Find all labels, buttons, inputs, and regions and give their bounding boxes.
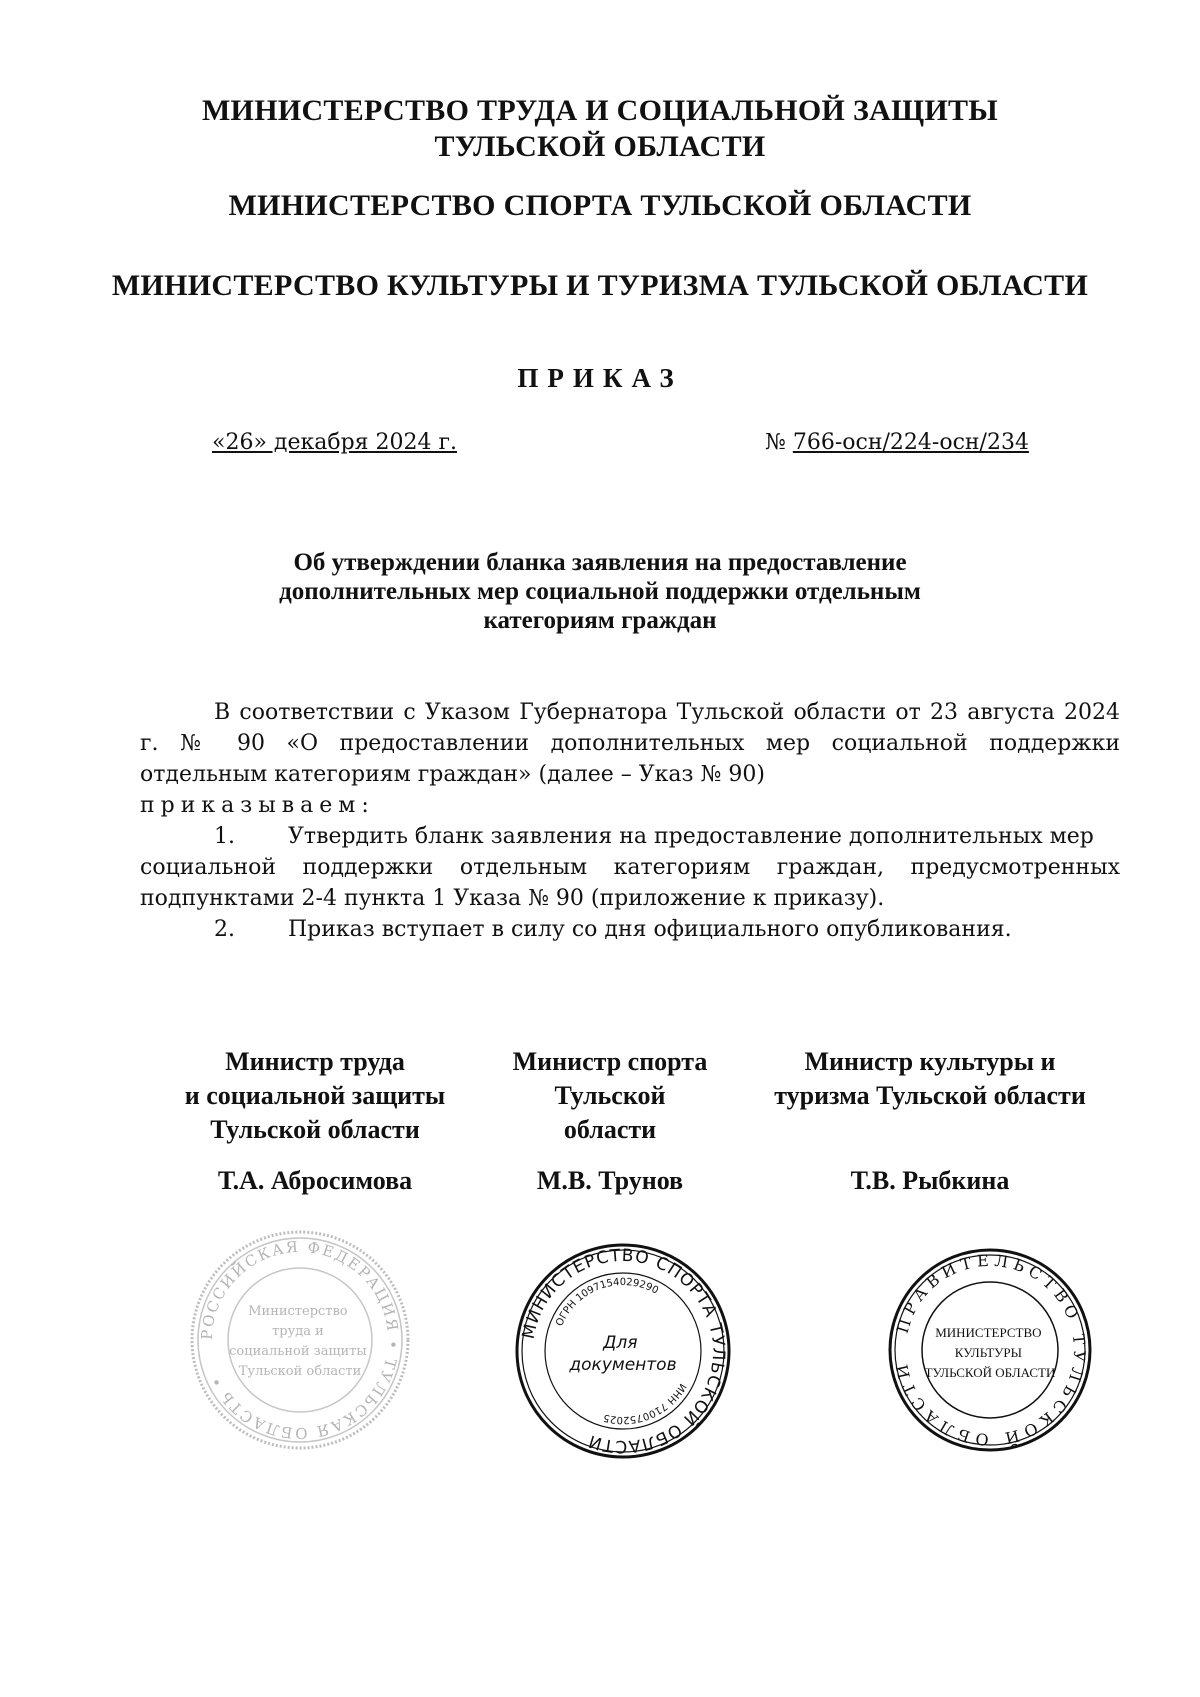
order-item-1 [140,821,1120,914]
signature-title-line: области [563,1115,657,1144]
signature-title-sport [490,1045,730,1147]
order-date: «26» декабря 2024 г. [212,430,458,455]
order-item-2 [140,914,1120,945]
signature-title-culture [740,1045,1120,1113]
signature-title-line: Министр спорта [512,1047,708,1076]
signature-title-line: Министр культуры и [804,1047,1056,1076]
signature-title-line: туризма Тульской области [774,1081,1086,1110]
signatory-name-labor: Т.А. Абросимова [217,1166,413,1195]
stamp-sport-ministry [512,1240,734,1462]
svg-text:ОГРН 1097154029290 [554,1277,660,1328]
order-directive-word: приказываем: [140,793,375,818]
seal-3-center-line: ТУЛЬСКОЙ ОБЛАСТИ [924,1365,1056,1380]
signature-title-line: Тульской области [210,1115,420,1144]
order-item-text-first: Утвердить бланк заявления на предоставление дополнительных мер [288,824,1094,849]
preamble-paragraph: В соответствии с Указом Губернатора Тульской области от 23 августа 2024 г. № 90 «О предоставлении дополнительных мер социальной поддержки отдельным категориям граждан» (далее – Указ № 90) [140,700,1120,787]
signatory-name-sport: М.В. Трунов [536,1166,684,1195]
stamp-culture-ministry [885,1245,1095,1455]
ministry-labor-line1: МИНИСТЕРСТВО ТРУДА И СОЦИАЛЬНОЙ ЗАЩИТЫ [201,94,999,127]
ministry-labor-line2: ТУЛЬСКОЙ ОБЛАСТИ [434,130,766,163]
seal-3-center-line: КУЛЬТУРЫ [954,1345,1022,1360]
ministry-labor-heading [0,93,1200,165]
signature-title-line: Тульской [554,1081,666,1110]
seal-2-center-line: документов [569,1355,677,1375]
seal-3-center-line: МИНИСТЕРСТВО [935,1325,1042,1340]
order-number-value: 766-осн/224-осн/234 [792,430,1029,455]
ministry-sport-heading: МИНИСТЕРСТВО СПОРТА ТУЛЬСКОЙ ОБЛАСТИ [228,189,972,222]
signature-title-line: и социальной защиты [184,1081,446,1110]
seal-1-center-line: Тульской области [238,1364,362,1379]
ministry-culture-heading: МИНИСТЕРСТВО КУЛЬТУРЫ И ТУРИЗМА ТУЛЬСКОЙ ОБЛАСТИ [111,269,1089,302]
subject-line-2: дополнительных мер социальной поддержки отдельным [279,578,921,605]
order-subject [200,548,1000,635]
order-item-number: 1. [214,824,235,849]
seal-2-ogrn: ОГРН 1097154029290 [554,1276,661,1328]
order-number-prefix: № [765,430,786,455]
signatory-name-culture: Т.В. Рыбкина [850,1166,1010,1195]
seal-3-ring-text: ПРАВИТЕЛЬСТВО ТУЛЬСКОЙ ОБЛАСТИ [891,1250,1090,1450]
order-number [765,430,1029,455]
order-item-text-first: Приказ вступает в силу со дня официального опубликования. [288,917,1012,942]
svg-text:Для документов [568,1333,676,1375]
order-title: ПРИКАЗ [517,363,683,393]
subject-line-3: категориям граждан [483,607,717,634]
seal-2-center-line: Для [603,1333,638,1353]
order-item-number: 2. [214,917,235,942]
seal-1-center-line: труда и [272,1324,324,1339]
svg-text:Министерство труда и [229,1304,371,1379]
stamp-labor-ministry [185,1225,415,1455]
subject-line-1: Об утверждении бланка заявления на предоставление [293,549,907,576]
seal-2-ring-text: МИНИСТЕРСТВО СПОРТА ТУЛЬСКОЙ ОБЛАСТИ [518,1245,729,1457]
order-item-text-rest: социальной поддержки отдельным категориям граждан, предусмотренных подпунктами 2-4 пункта 1 Указа № 90 (приложение к приказу). [140,855,1120,911]
svg-text:МИНИСТЕРСТВО КУЛЬТУРЫ [925,1325,1056,1380]
seal-1-ring-text: РОССИЙСКАЯ ФЕДЕРАЦИЯ • ТУЛЬСКАЯ ОБЛАСТЬ • [197,1237,403,1443]
seal-1-center-line: социальной защиты [229,1344,367,1359]
signature-title-labor [165,1045,465,1147]
seal-1-center-line: Министерство [248,1304,348,1319]
order-body [140,697,1120,945]
signature-title-line: Министр труда [225,1047,405,1076]
seal-2-inn: ИНН 7100752025 [602,1381,688,1426]
